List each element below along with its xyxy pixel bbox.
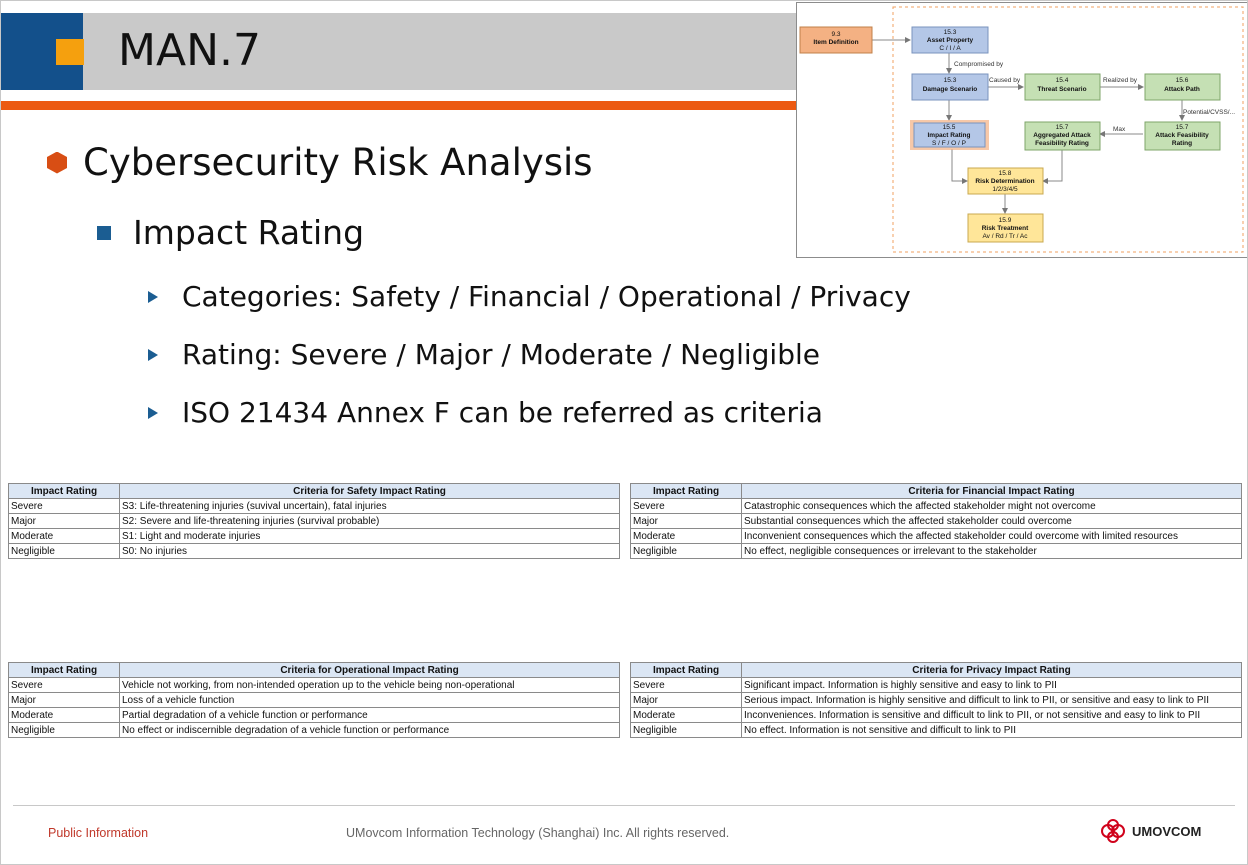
operational-criteria-table (8, 662, 620, 738)
table-row (9, 708, 620, 723)
table-header-row (9, 484, 620, 499)
triangle-bullet-icon (148, 349, 158, 361)
column-header: Impact Rating (9, 663, 120, 678)
bullet-level3-text: Categories: Safety / Financial / Operational / Privacy (182, 280, 911, 313)
table-row (9, 529, 620, 544)
criteria-cell: Significant impact. Information is highly sensitive and easy to link to PII (742, 678, 1242, 693)
criteria-cell: Catastrophic consequences which the affected stakeholder might not overcome (742, 499, 1242, 514)
criteria-cell: S2: Severe and life-threatening injuries (survival probable) (120, 514, 620, 529)
column-header: Impact Rating (9, 484, 120, 499)
table-row (631, 529, 1242, 544)
edge-label-max: Max (1113, 126, 1126, 133)
table-row (9, 678, 620, 693)
node-id: 15.8 (998, 170, 1012, 177)
criteria-cell: Inconvenient consequences which the affected stakeholder could overcome with limited resources (742, 529, 1242, 544)
node-name: Attack Path (1164, 86, 1200, 93)
node-sub: 1/2/3/4/5 (992, 186, 1018, 193)
rating-cell: Moderate (9, 708, 120, 723)
rating-cell: Severe (631, 499, 742, 514)
column-header: Criteria for Operational Impact Rating (120, 663, 620, 678)
rating-cell: Moderate (631, 708, 742, 723)
criteria-cell: No effect, negligible consequences or irrelevant to the stakeholder (742, 544, 1242, 559)
column-header: Criteria for Privacy Impact Rating (742, 663, 1242, 678)
footer-classification: Public Information (48, 826, 149, 840)
rating-cell: Negligible (631, 723, 742, 738)
table-row (631, 514, 1242, 529)
table-row (631, 678, 1242, 693)
slide-title: MAN.7 (118, 25, 261, 76)
node-name: Asset Property (926, 37, 974, 44)
risk-process-diagram (796, 2, 1248, 258)
node-name: Risk Determination (975, 178, 1035, 185)
node-sub: S / F / O / P (932, 140, 966, 147)
criteria-cell: Inconveniences. Information is sensitive and difficult to link to PII, or not sensitive and easy to link to PII (742, 708, 1242, 723)
rating-cell: Moderate (631, 529, 742, 544)
header-orange-square (56, 39, 84, 65)
table-row (631, 499, 1242, 514)
company-logo (1098, 818, 1201, 844)
triangle-bullet-icon (148, 291, 158, 303)
footer-divider (13, 805, 1235, 806)
criteria-cell: No effect or indiscernible degradation of a vehicle function or performance (120, 723, 620, 738)
node-name: Aggregated Attack (1033, 132, 1091, 139)
rating-cell: Major (9, 514, 120, 529)
bullet-level3-rating (148, 338, 820, 371)
node-sub: Av / Rd / Tr / Ac (982, 233, 1028, 240)
edge-label-caused: Caused by (989, 77, 1021, 84)
node-id: 15.3 (943, 29, 957, 36)
table-row (631, 708, 1242, 723)
table-row (9, 693, 620, 708)
table-row (9, 514, 620, 529)
rating-cell: Severe (631, 678, 742, 693)
table-header-row (9, 663, 620, 678)
node-name: Item Definition (813, 39, 859, 46)
rating-cell: Negligible (9, 544, 120, 559)
triangle-bullet-icon (148, 407, 158, 419)
criteria-cell: S1: Light and moderate injuries (120, 529, 620, 544)
rating-cell: Major (9, 693, 120, 708)
criteria-cell: Vehicle not working, from non-intended operation up to the vehicle being non-operational (120, 678, 620, 693)
edge-label-compromised: Compromised by (954, 61, 1004, 68)
safety-criteria-table (8, 483, 620, 559)
bullet-level3-text: Rating: Severe / Major / Moderate / Negligible (182, 338, 820, 371)
criteria-cell: Loss of a vehicle function (120, 693, 620, 708)
node-name: Risk Treatment (981, 225, 1029, 232)
bullet-level3-iso (148, 396, 823, 429)
node-id: 15.6 (1175, 77, 1189, 84)
edge-label-potential: Potential/CVSS/... (1183, 109, 1236, 116)
bullet-level3-text: ISO 21434 Annex F can be referred as criteria (182, 396, 823, 429)
table-row (9, 723, 620, 738)
criteria-cell: S0: No injuries (120, 544, 620, 559)
hexagon-bullet-icon (47, 152, 67, 174)
node-id: 15.4 (1055, 77, 1069, 84)
umovcom-logo-icon (1098, 818, 1128, 844)
criteria-cell: S3: Life-threatening injuries (suvival uncertain), fatal injuries (120, 499, 620, 514)
criteria-cell: Substantial consequences which the affected stakeholder could overcome (742, 514, 1242, 529)
column-header: Criteria for Safety Impact Rating (120, 484, 620, 499)
bullet-level3-categories (148, 280, 911, 313)
edge-label-realized: Realized by (1103, 77, 1137, 84)
node-id: 15.7 (1175, 124, 1189, 131)
node-name: Threat Scenario (1037, 86, 1087, 93)
bullet-level2-text: Impact Rating (133, 213, 365, 252)
table-row (631, 693, 1242, 708)
node-name: Damage Scenario (922, 86, 978, 93)
node-sub: C / I / A (939, 45, 961, 52)
rating-cell: Major (631, 693, 742, 708)
column-header: Impact Rating (631, 663, 742, 678)
criteria-cell: Serious impact. Information is highly sensitive and difficult to link to PII, or sensitive and easy to link to PII (742, 693, 1242, 708)
node-id: 15.5 (942, 124, 956, 131)
diagram-canvas (797, 3, 1247, 257)
table-row (9, 544, 620, 559)
column-header: Impact Rating (631, 484, 742, 499)
bullet-level1-text: Cybersecurity Risk Analysis (83, 141, 593, 184)
rating-cell: Severe (9, 499, 120, 514)
footer-copyright: UMovcom Information Technology (Shanghai) Inc. All rights reserved. (346, 826, 730, 840)
criteria-cell: Partial degradation of a vehicle function or performance (120, 708, 620, 723)
table-header-row (631, 484, 1242, 499)
criteria-cell: No effect. Information is not sensitive and difficult to link to PII (742, 723, 1242, 738)
rating-cell: Severe (9, 678, 120, 693)
financial-criteria-table (630, 483, 1242, 559)
rating-cell: Negligible (631, 544, 742, 559)
rating-cell: Negligible (9, 723, 120, 738)
node-id: 9.3 (831, 31, 841, 38)
rating-cell: Major (631, 514, 742, 529)
logo-text: UMOVCOM (1132, 823, 1202, 839)
node-name-line2: Rating (1171, 140, 1193, 147)
privacy-criteria-table (630, 662, 1242, 738)
table-row (631, 544, 1242, 559)
bullet-level1 (47, 141, 593, 184)
node-name: Impact Rating (927, 132, 971, 139)
rating-cell: Moderate (9, 529, 120, 544)
node-name: Attack Feasibility (1155, 132, 1209, 139)
table-header-row (631, 663, 1242, 678)
bullet-level2 (97, 213, 364, 252)
table-row (631, 723, 1242, 738)
square-bullet-icon (97, 226, 111, 240)
node-id: 15.7 (1055, 124, 1069, 131)
table-row (9, 499, 620, 514)
node-id: 15.9 (998, 217, 1012, 224)
node-id: 15.3 (943, 77, 957, 84)
column-header: Criteria for Financial Impact Rating (742, 484, 1242, 499)
node-name-line2: Feasibility Rating (1035, 140, 1089, 147)
